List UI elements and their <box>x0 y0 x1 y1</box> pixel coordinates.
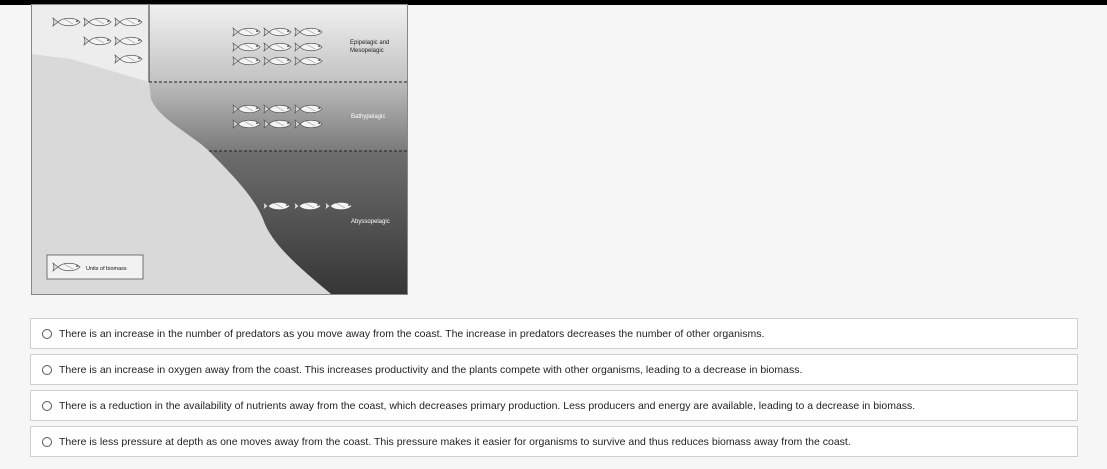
ocean-biomass-figure <box>31 4 408 295</box>
zone-label-epipelagic-line1: Epipelagic and <box>350 40 390 46</box>
zone-label-bathypelagic: Bathypelagic <box>351 114 386 120</box>
radio-button[interactable] <box>42 329 52 339</box>
answer-option-label: There is an increase in the number of predators as you move away from the coast. The increase in predators decreases the number of other organisms. <box>59 327 765 340</box>
radio-button[interactable] <box>42 365 52 375</box>
answer-option-label: There is less pressure at depth as one moves away from the coast. This pressure makes it easier for organisms to survive and thus reduces biomass away from the coast. <box>59 435 851 448</box>
answer-option-4[interactable] <box>30 426 1078 457</box>
zone-label-epipelagic-line2: Mesopelagic <box>350 48 384 54</box>
legend-box <box>47 255 143 279</box>
answer-option-1[interactable] <box>30 318 1078 349</box>
answer-option-3[interactable] <box>30 390 1078 421</box>
legend-label: Units of biomass <box>86 266 127 272</box>
zone-label-abyssopelagic: Abyssopelagic <box>351 219 390 225</box>
answer-option-label: There is an increase in oxygen away from the coast. This increases productivity and the plants compete with other organisms, leading to a decrease in biomass. <box>59 363 803 376</box>
epipelagic-fish-group <box>233 28 322 65</box>
answer-options <box>30 318 1078 462</box>
answer-option-label: There is a reduction in the availability of nutrients away from the coast, which decreases primary production. Less producers and energy are available, leading to a decrease in biomass. <box>59 399 916 412</box>
radio-button[interactable] <box>42 437 52 447</box>
radio-button[interactable] <box>42 401 52 411</box>
answer-option-2[interactable] <box>30 354 1078 385</box>
abyssopelagic-fish-group <box>263 202 352 210</box>
